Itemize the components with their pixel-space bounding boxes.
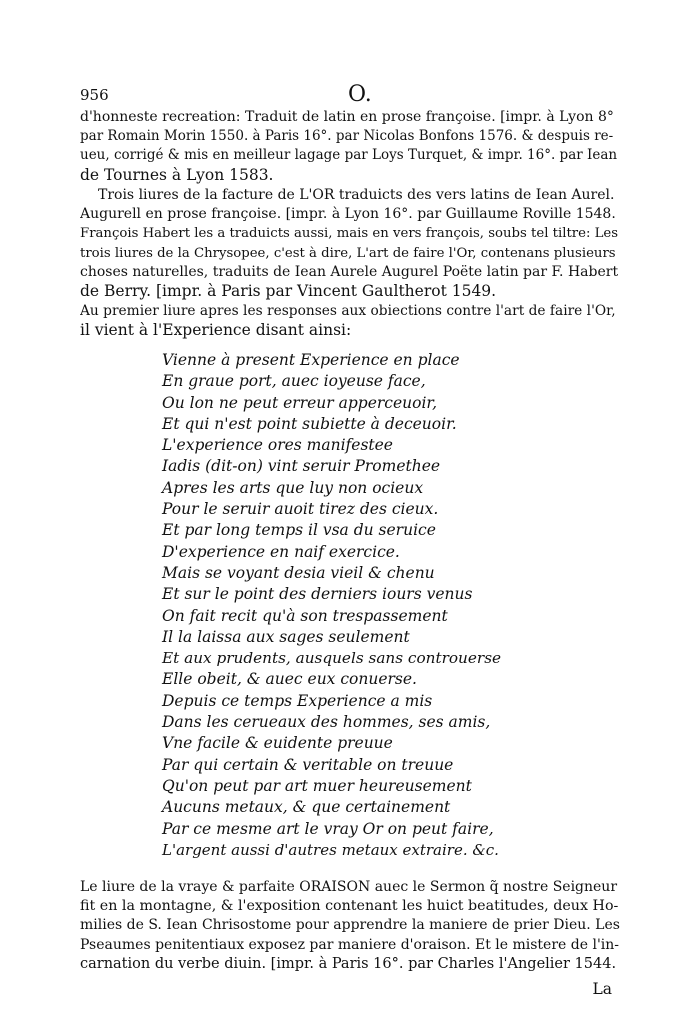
text-line: Pseaumes penitentiaux exposez par maniere d'oraison. Et le mistere de l'in-: [80, 936, 620, 953]
verse-line: Et aux prudents, ausquels sans controuerse: [162, 649, 502, 668]
verse-line: L'argent aussi d'autres metaux extraire. &c.: [162, 840, 499, 859]
verse-line: Ou lon ne peut erreur apperceuoir,: [162, 393, 438, 412]
text-line: par Romain Morin 1550. à Paris 16°. par Nicolas Bonfons 1576. & despuis re-: [80, 128, 614, 145]
text-line: carnation du verbe diuin. [impr. à Paris 16°. par Charles l'Angelier 1544.: [80, 955, 617, 972]
verse-line: Par qui certain & veritable on treuue: [162, 755, 454, 774]
text-line: de Tournes à Lyon 1583.: [80, 165, 274, 184]
text-line: trois liures de la Chrysopee, c'est à dire, L'art de faire l'Or, contenans plusieurs: [80, 245, 616, 261]
catchword: La: [592, 980, 612, 998]
text-line: ueu, corrigé & mis en meilleur lagage par Loys Turquet, & impr. 16°. par Iean: [80, 147, 618, 164]
text-line: d'honneste recreation: Traduit de latin en prose françoise. [impr. à Lyon 8°: [80, 109, 614, 125]
verse-line: D'experience en naif exercice.: [162, 542, 400, 561]
verse-line: Et qui n'est point subiette à deceuoir.: [162, 414, 457, 433]
page-header: [80, 82, 640, 110]
verse-line: Il la laissa aux sages seulement: [162, 627, 410, 646]
text-line: Trois liures de la facture de L'OR traduicts des vers latins de Iean Aurel.: [98, 187, 615, 203]
verse-line: Vienne à present Experience en place: [162, 351, 460, 369]
verse-line: Iadis (dit-on) vint seruir Promethee: [162, 457, 441, 476]
paragraph-4: [80, 878, 620, 974]
text-line: Au premier liure apres les responses aux obiections contre l'art de faire l'Or,: [80, 303, 616, 319]
verse-line: Aucuns metaux, & que certainement: [162, 798, 451, 817]
verse-line: L'experience ores manifestee: [162, 436, 393, 455]
text-line: de Berry. [impr. à Paris par Vincent Gaultherot 1549.: [80, 282, 497, 301]
verse-line: Dans les cerueaux des hommes, ses amis,: [162, 713, 491, 732]
text-line: François Habert les a traduicts aussi, mais en vers françois, soubs tel tiltre: Les: [80, 226, 619, 242]
text-line: fit en la montagne, & l'exposition contenant les huict beatitudes, deux Ho-: [80, 898, 619, 915]
verse-line: Qu'on peut par art muer heureusement: [162, 776, 472, 795]
text-line: Augurell en prose françoise. [impr. à Lyon 16°. par Guillaume Roville 1548.: [80, 206, 616, 223]
verse-line: Vne facile & euidente preuue: [162, 734, 393, 753]
paragraph-1: [80, 108, 620, 185]
verse-line: Pour le seruir auoit tirez des cieux.: [162, 500, 439, 519]
text-line: Le liure de la vraye & parfaite ORAISON auec le Sermon q̃ nostre Seigneur: [80, 879, 618, 895]
verse-line: En graue port, auec ioyeuse face,: [162, 372, 426, 391]
verse-line: Elle obeit, & auec eux conuerse.: [162, 670, 417, 689]
verse-block: [162, 350, 502, 861]
text-line: milies de S. Iean Chrisostome pour apprendre la maniere de prier Dieu. Les: [80, 917, 620, 934]
verse-line: Mais se voyant desia vieil & chenu: [162, 563, 435, 582]
verse-line: Et par long temps il vsa du seruice: [162, 521, 436, 540]
paragraph-3: [80, 302, 620, 340]
page-number: 956: [80, 86, 109, 104]
signature-mark: O.: [348, 82, 372, 107]
paragraph-2: [80, 186, 620, 301]
text-line: il vient à l'Experience disant ainsi:: [80, 321, 352, 340]
verse-line: Et sur le point des derniers iours venus: [162, 585, 473, 604]
verse-line: Depuis ce temps Experience a mis: [162, 691, 433, 710]
verse-line: Par ce mesme art le vray Or on peut faire,: [162, 819, 494, 838]
verse-line: Apres les arts que luy non ocieux: [162, 478, 424, 497]
verse-line: On fait recit qu'à son trespassement: [162, 606, 448, 625]
text-line: choses naturelles, traduits de Iean Aurele Augurel Poëte latin par F. Habert: [80, 263, 619, 280]
